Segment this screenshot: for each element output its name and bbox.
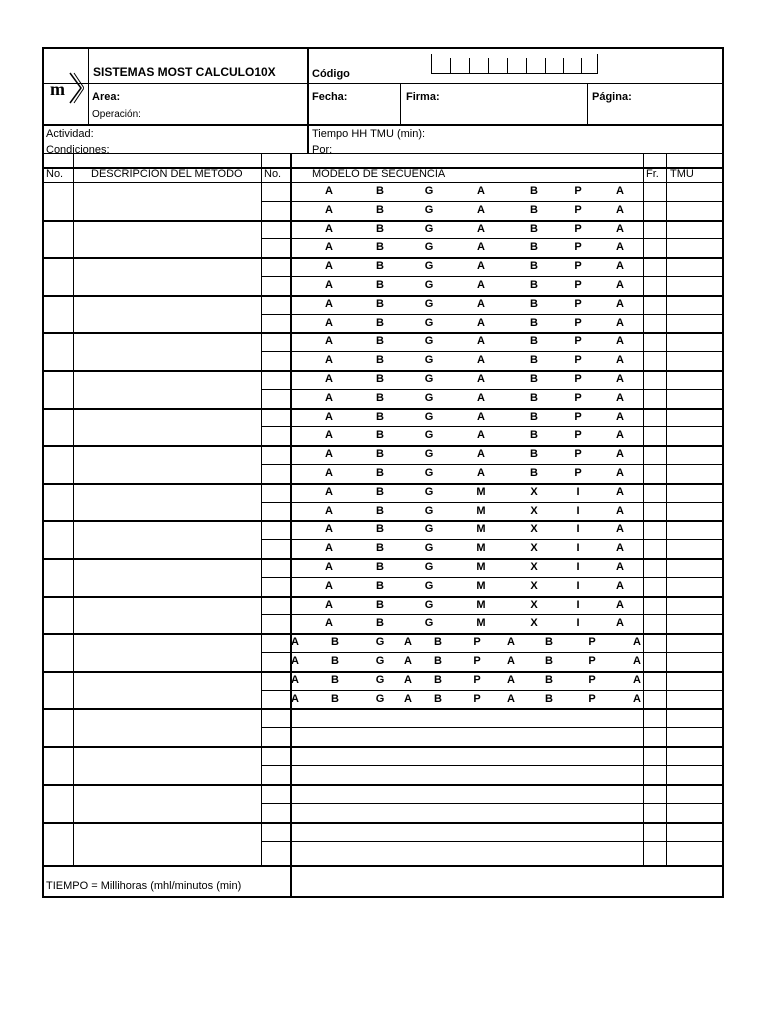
sequence-param: G [424, 542, 434, 555]
sequence-param: A [325, 485, 333, 498]
sequence-param: B [530, 222, 538, 235]
sequence-param: A [325, 241, 333, 254]
sequence-param: A [507, 673, 515, 686]
sequence-param: A [616, 467, 624, 479]
sequence-param: A [633, 692, 641, 705]
sequence-param: B [530, 260, 538, 273]
col-modelo: MODELO DE SECUENCIA [312, 168, 446, 180]
sequence-param: A [616, 598, 624, 611]
sequence-param: B [376, 316, 384, 329]
sequence-param: B [530, 410, 538, 423]
sequence-param: G [424, 316, 434, 329]
sequence-param: A [477, 241, 485, 254]
sequence-param: G [375, 692, 385, 705]
sequence-param: B [434, 655, 442, 667]
sequence-param: A [291, 692, 299, 705]
sequence-param: B [545, 655, 553, 667]
sequence-param: A [477, 222, 485, 235]
sequence-param: A [616, 373, 624, 385]
sequence-param: A [477, 467, 485, 479]
sequence-param: A [616, 448, 624, 461]
sequence-param: A [477, 354, 485, 367]
sequence-param: B [331, 636, 339, 649]
sequence-param: A [616, 410, 624, 423]
sequence-param: B [530, 185, 538, 197]
sequence-param: B [376, 448, 384, 461]
sequence-param: B [545, 692, 553, 705]
sequence-param: A [633, 655, 641, 667]
codigo-label: Código [312, 68, 350, 80]
sequence-param: A [325, 279, 333, 291]
sequence-param: A [477, 316, 485, 329]
sequence-param: A [291, 673, 299, 686]
sequence-param: A [477, 297, 485, 310]
sequence-param: G [424, 467, 434, 479]
sequence-param: G [424, 260, 434, 273]
sequence-param: A [325, 373, 333, 385]
sequence-param: A [477, 448, 485, 461]
sequence-param: B [376, 485, 384, 498]
firma-label: Firma: [406, 91, 440, 103]
sequence-param: M [476, 542, 486, 555]
sequence-param: A [616, 523, 624, 536]
col-descripcion: DESCRIPCION DEL METODO [91, 168, 243, 180]
sequence-param: B [331, 692, 339, 705]
sequence-param: A [616, 485, 624, 498]
sequence-param: B [530, 448, 538, 461]
no-column-line [73, 153, 74, 865]
footer-divider [44, 865, 722, 867]
sequence-param: A [325, 185, 333, 197]
sequence-param: A [477, 260, 485, 273]
sequence-param: G [424, 354, 434, 367]
actividad-label: Actividad: [46, 128, 94, 140]
sequence-param: P [473, 692, 481, 705]
sequence-param: B [376, 617, 384, 630]
chevron-logo-icon [68, 71, 84, 105]
sequence-param: I [576, 523, 580, 536]
fr-column-line [643, 153, 644, 865]
sequence-param: B [376, 185, 384, 197]
sequence-row-line [261, 539, 722, 540]
sequence-param: A [616, 542, 624, 555]
element-group-divider [44, 220, 722, 222]
sequence-param: A [325, 617, 333, 630]
element-group-divider [44, 708, 722, 710]
sequence-row-line [261, 502, 722, 503]
sequence-param: A [633, 636, 641, 649]
sequence-param: G [424, 279, 434, 291]
sequence-param: B [376, 391, 384, 404]
area-label: Area: [92, 91, 121, 103]
col-no: No. [46, 168, 64, 180]
element-group-divider [44, 370, 722, 372]
sequence-param: I [576, 561, 580, 573]
sequence-param: A [477, 185, 485, 197]
sequence-row-line [261, 426, 722, 427]
sequence-param: A [325, 316, 333, 329]
sequence-param: B [530, 335, 538, 348]
element-group-divider [44, 633, 722, 635]
sequence-row-line [261, 577, 722, 578]
sequence-param: A [404, 636, 412, 649]
sequence-param: A [325, 523, 333, 536]
sequence-param: A [325, 598, 333, 611]
sequence-param: B [434, 673, 442, 686]
sequence-param: P [588, 636, 596, 649]
sequence-param: B [530, 297, 538, 310]
sequence-param: A [477, 429, 485, 442]
sequence-param: A [616, 185, 624, 197]
col-fr: Fr. [646, 168, 659, 180]
sequence-param: A [477, 335, 485, 348]
empty-row-line [261, 727, 722, 728]
sequence-param: P [574, 279, 582, 291]
sequence-param: A [477, 279, 485, 291]
col-tmu: TMU [670, 168, 694, 180]
sequence-param: P [574, 429, 582, 442]
sequence-param: X [530, 542, 538, 555]
element-group-divider [44, 558, 722, 560]
sequence-param: G [375, 673, 385, 686]
sequence-row-line [261, 276, 722, 277]
sequence-param: A [616, 241, 624, 254]
sequence-param: A [325, 297, 333, 310]
sequence-param: B [376, 222, 384, 235]
sequence-param: B [530, 316, 538, 329]
sequence-param: G [424, 485, 434, 498]
sequence-param: P [574, 260, 582, 273]
sequence-param: I [576, 504, 580, 517]
sequence-param: A [325, 354, 333, 367]
sequence-param: A [507, 636, 515, 649]
sequence-param: A [325, 429, 333, 442]
sequence-param: X [530, 598, 538, 611]
sequence-param: A [507, 692, 515, 705]
sequence-param: P [574, 448, 582, 461]
system-title: SISTEMAS MOST CALCULO10X [93, 65, 276, 79]
sequence-param: G [424, 222, 434, 235]
sequence-param: A [477, 391, 485, 404]
sequence-param: A [325, 410, 333, 423]
sequence-param: B [376, 297, 384, 310]
sequence-row-line [261, 351, 722, 352]
sequence-row-line [261, 389, 722, 390]
sequence-param: A [616, 617, 624, 630]
sequence-param: B [530, 279, 538, 291]
sequence-param: I [576, 598, 580, 611]
sequence-param: B [545, 636, 553, 649]
sequence-param: M [476, 617, 486, 630]
element-group-divider [44, 257, 722, 259]
sequence-param: A [325, 561, 333, 573]
sequence-param: B [376, 542, 384, 555]
sequence-param: P [574, 297, 582, 310]
sequence-param: A [616, 504, 624, 517]
sequence-param: G [424, 297, 434, 310]
sequence-param: G [424, 410, 434, 423]
sequence-param: A [325, 448, 333, 461]
sequence-param: P [574, 241, 582, 254]
element-group-divider [44, 332, 722, 334]
sequence-param: P [473, 655, 481, 667]
desc-column-line [261, 153, 262, 865]
sequence-param: G [424, 185, 434, 197]
sequence-param: B [434, 692, 442, 705]
sequence-param: B [376, 579, 384, 592]
sequence-param: A [325, 542, 333, 555]
empty-row-line [261, 803, 722, 804]
sequence-param: B [530, 354, 538, 367]
sequence-param: B [376, 241, 384, 254]
sequence-param: P [574, 316, 582, 329]
logo-divider [88, 49, 89, 124]
sequence-param: B [376, 561, 384, 573]
sequence-param: A [616, 429, 624, 442]
sequence-param: P [574, 185, 582, 197]
sequence-param: A [616, 391, 624, 404]
sequence-param: A [616, 354, 624, 367]
sequence-param: A [325, 504, 333, 517]
sequence-param: G [424, 373, 434, 385]
sequence-row-line [261, 201, 722, 202]
sequence-param: A [325, 467, 333, 479]
sequence-param: A [507, 655, 515, 667]
sequence-param: P [574, 391, 582, 404]
sequence-param: B [376, 335, 384, 348]
fecha-label: Fecha: [312, 91, 348, 103]
sequence-param: X [530, 504, 538, 517]
fecha-firma-divider [400, 83, 401, 124]
sequence-row-line [261, 614, 722, 615]
sequence-param: A [325, 222, 333, 235]
col-no2: No. [264, 168, 282, 180]
sequence-param: A [404, 655, 412, 667]
sequence-param: P [473, 673, 481, 686]
sequence-param: G [424, 203, 434, 216]
operacion-label: Operación: [92, 109, 141, 120]
sequence-param: P [588, 673, 596, 686]
header-divider-3 [44, 153, 722, 154]
sequence-param: B [376, 523, 384, 536]
empty-row-line [44, 746, 722, 748]
sequence-param: B [530, 391, 538, 404]
header-mid-divider [307, 49, 309, 153]
sequence-param: G [424, 598, 434, 611]
sequence-param: A [477, 410, 485, 423]
por-label: Por: [312, 144, 333, 156]
empty-row-line [261, 765, 722, 766]
sequence-param: A [477, 203, 485, 216]
sequence-param: B [376, 467, 384, 479]
sequence-param: A [616, 279, 624, 291]
sequence-param: B [530, 373, 538, 385]
sequence-param: B [434, 636, 442, 649]
sequence-row-line [261, 652, 722, 653]
sequence-param: B [530, 203, 538, 216]
sequence-param: P [574, 222, 582, 235]
sequence-param: G [375, 636, 385, 649]
sequence-param: I [576, 542, 580, 555]
sequence-param: P [574, 203, 582, 216]
element-group-divider [44, 408, 722, 410]
sequence-param: G [424, 335, 434, 348]
sequence-param: P [574, 410, 582, 423]
sequence-param: X [530, 617, 538, 630]
sequence-param: A [325, 260, 333, 273]
sequence-param: P [574, 467, 582, 479]
sequence-param: G [375, 655, 385, 667]
sequence-param: A [325, 579, 333, 592]
condiciones-label: Condiciones: [46, 144, 110, 156]
sequence-param: B [331, 673, 339, 686]
sequence-param: B [530, 467, 538, 479]
sequence-row-line [261, 464, 722, 465]
empty-row-line [44, 784, 722, 786]
header-divider-2 [44, 124, 722, 126]
sequence-param: B [376, 410, 384, 423]
sequence-param: B [376, 260, 384, 273]
sequence-param: G [424, 617, 434, 630]
sequence-param: A [325, 203, 333, 216]
sequence-param: P [574, 335, 582, 348]
sequence-param: B [376, 373, 384, 385]
sequence-row-line [261, 238, 722, 239]
sequence-param: P [473, 636, 481, 649]
sequence-param: B [545, 673, 553, 686]
sequence-param: A [291, 636, 299, 649]
sequence-param: G [424, 448, 434, 461]
sequence-param: G [424, 391, 434, 404]
sequence-row-line [261, 314, 722, 315]
element-group-divider [44, 483, 722, 485]
header-divider-1 [44, 83, 722, 84]
sequence-param: A [616, 561, 624, 573]
sequence-param: B [376, 203, 384, 216]
sequence-param: B [331, 655, 339, 667]
sequence-param: A [477, 373, 485, 385]
sequence-param: M [476, 485, 486, 498]
sequence-param: G [424, 429, 434, 442]
sequence-param: X [530, 485, 538, 498]
sequence-param: A [404, 673, 412, 686]
element-group-divider [44, 671, 722, 673]
sequence-param: P [574, 373, 582, 385]
sequence-param: M [476, 504, 486, 517]
sequence-param: A [616, 297, 624, 310]
sequence-param: A [291, 655, 299, 667]
sequence-param: M [476, 598, 486, 611]
sequence-param: A [404, 692, 412, 705]
codigo-input-boxes[interactable] [431, 54, 598, 74]
sequence-param: G [424, 579, 434, 592]
sequence-param: X [530, 579, 538, 592]
sequence-param: A [616, 579, 624, 592]
sequence-param: G [424, 504, 434, 517]
sequence-param: M [476, 523, 486, 536]
sequence-param: M [476, 561, 486, 573]
sequence-param: A [616, 335, 624, 348]
tmu-column-line [666, 153, 667, 865]
element-group-divider [44, 520, 722, 522]
element-group-divider [44, 295, 722, 297]
empty-row-line [44, 822, 722, 824]
sequence-param: A [616, 222, 624, 235]
pagina-label: Página: [592, 91, 632, 103]
sequence-param: A [325, 391, 333, 404]
sequence-param: X [530, 561, 538, 573]
sequence-param: P [588, 692, 596, 705]
sequence-param: B [376, 354, 384, 367]
sequence-param: G [424, 561, 434, 573]
sequence-param: P [574, 354, 582, 367]
sequence-param: G [424, 241, 434, 254]
sequence-param: A [616, 203, 624, 216]
empty-row-line [261, 841, 722, 842]
sequence-param: M [476, 579, 486, 592]
sequence-param: I [576, 617, 580, 630]
sequence-param: A [325, 335, 333, 348]
sequence-param: X [530, 523, 538, 536]
sequence-param: A [616, 260, 624, 273]
sequence-param: B [376, 598, 384, 611]
element-group-divider [44, 596, 722, 598]
tiempo-note: TIEMPO = Millihoras (mhl/minutos (min) [46, 880, 242, 892]
sequence-param: I [576, 579, 580, 592]
sequence-param: A [616, 316, 624, 329]
sequence-param: B [376, 504, 384, 517]
sequence-param: B [376, 429, 384, 442]
sequence-row-line [261, 690, 722, 691]
sequence-param: G [424, 523, 434, 536]
tiempo-label: Tiempo HH TMU (min): [312, 128, 426, 140]
element-group-divider [44, 445, 722, 447]
sequence-param: I [576, 485, 580, 498]
most-logo: m [50, 79, 65, 99]
sequence-param: B [530, 429, 538, 442]
most-calculation-form [42, 47, 724, 898]
sequence-param: A [633, 673, 641, 686]
sequence-param: B [376, 279, 384, 291]
sequence-param: P [588, 655, 596, 667]
sequence-param: B [530, 241, 538, 254]
firma-pagina-divider [587, 83, 588, 124]
